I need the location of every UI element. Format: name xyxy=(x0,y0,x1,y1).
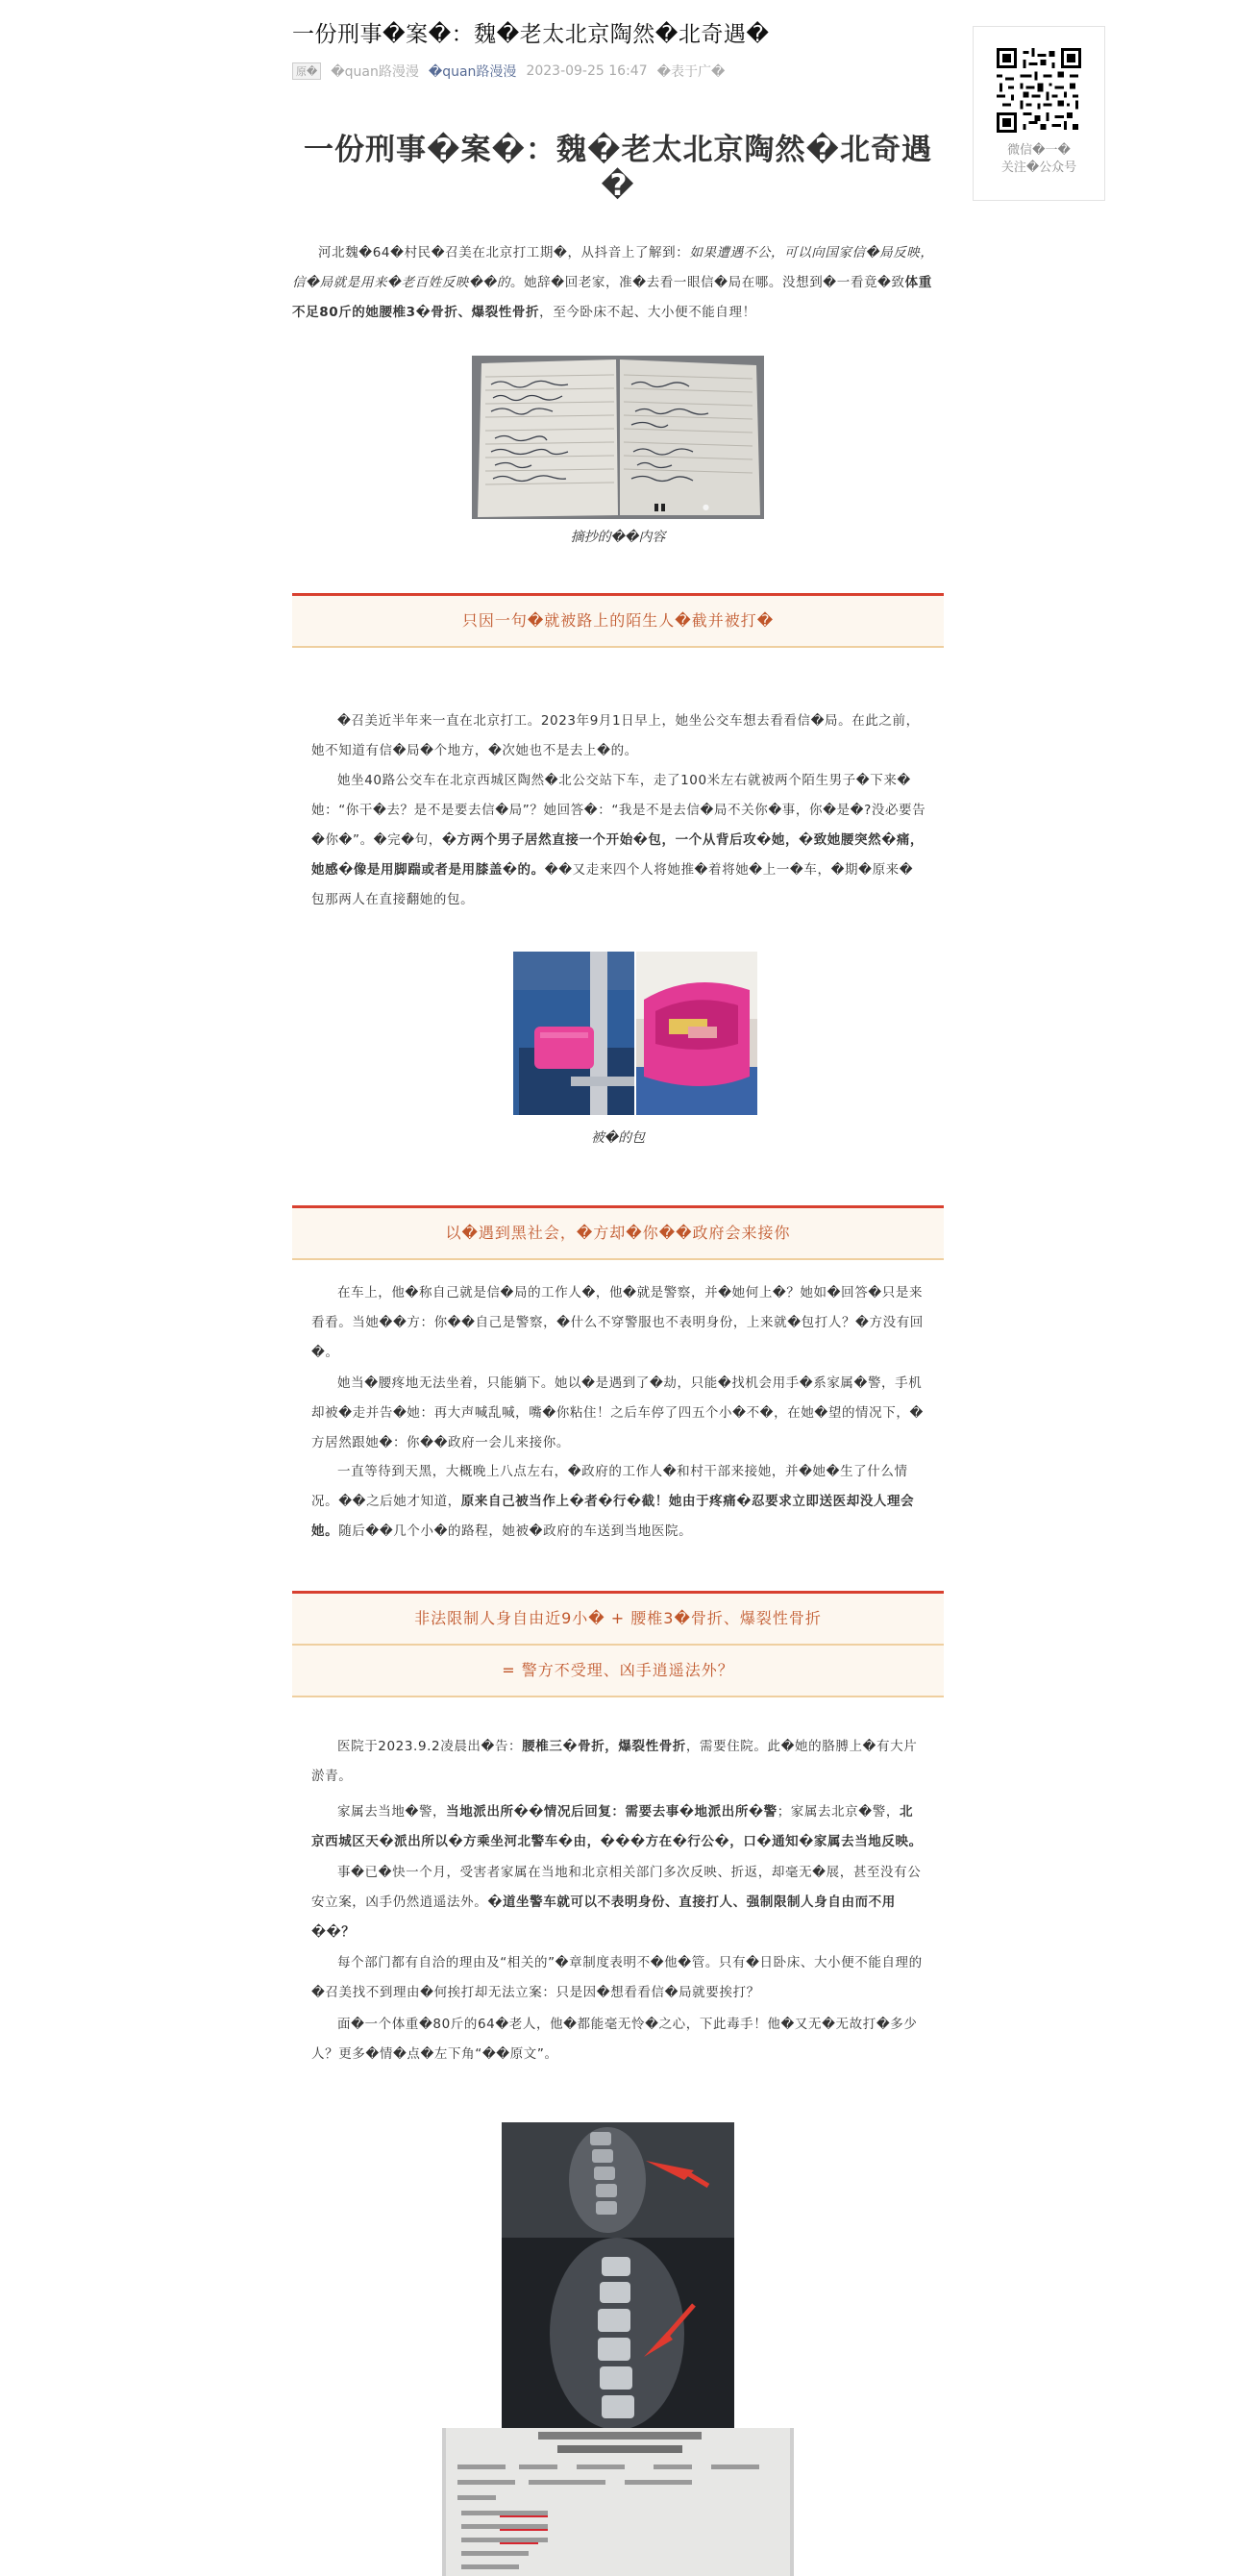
image-caption: 摘抄的��内容 xyxy=(570,530,666,545)
section-heading-text: 非法限制人身自由近9小� + 腰椎3�骨折、爆裂性骨折 xyxy=(292,1594,944,1646)
account-link[interactable]: �quan路漫漫 xyxy=(428,64,517,80)
article-header xyxy=(292,19,946,81)
page-title: 一份刑事�案�：魏�老太北京陶然�北奇遇� xyxy=(292,22,770,47)
text-span: 河北魏�64�村民�召美在北京打工期�，从抖音上了解到： xyxy=(318,245,690,260)
diagnosis-document-photo xyxy=(442,2428,794,2576)
paragraph xyxy=(311,1797,926,1857)
xray-image xyxy=(502,2122,734,2432)
text-span: ，需要住院。此�她的胳膊上�有大片淤青。 xyxy=(311,1739,918,1784)
text-span: 家属去当地�警， xyxy=(337,1804,447,1820)
text-span: 如果遭遇不公，可以向国家信�局反映，信�局就是用来�老百姓反映��的 xyxy=(292,245,934,290)
paragraph xyxy=(311,766,926,915)
text-span: �道坐警车就可以不表明身份、直接打人、强制限制人身自由而不用��？ xyxy=(311,1895,896,1940)
publish-date: 2023-09-25 16:47 xyxy=(526,63,648,79)
paragraph-intro xyxy=(292,238,944,328)
text-span: 北京西城区天�派出所以�方乘坐河北警车�由，���方在�行公�，口�通知�家属去当地反映。 xyxy=(311,1804,923,1849)
text-span: 腰椎三�骨折，爆裂性骨折 xyxy=(522,1739,686,1754)
text-span: 体重不足80斤的她腰椎3�骨折、爆裂性骨折 xyxy=(292,275,932,320)
notebook-image xyxy=(472,356,764,519)
diagnosis-document-image xyxy=(442,2428,794,2576)
section-heading xyxy=(292,593,944,648)
bag-photo-left xyxy=(513,952,634,1115)
text-span: 随后��几个小�的路程，她被�政府的车送到当地医院。 xyxy=(338,1523,693,1539)
original-badge: 原� xyxy=(292,62,321,80)
bag-photo-right xyxy=(636,952,757,1115)
article-meta xyxy=(292,62,946,81)
paragraph xyxy=(311,1732,926,1792)
image-caption: 被�的包 xyxy=(590,1130,646,1146)
publish-location: �表于广� xyxy=(656,64,726,80)
bag-image-right xyxy=(636,952,757,1115)
author-name: �quan路漫漫 xyxy=(331,64,419,80)
section-heading-text: 以�遇到黑社会，�方却�你��政府会来接你 xyxy=(292,1208,944,1260)
paragraph xyxy=(311,1858,926,1947)
text-span: 一直等待到天黑，大概晚上八点左右，�政府的工作人�和村干部来接她，并�她�生了什么情况。��之后她才知道， xyxy=(311,1464,908,1509)
text-span: ��又走来四个人将她推�着将她�上一�车，�期�原来�包那两人在直接翻她的包。 xyxy=(311,862,914,907)
paragraph: 在车上，他�称自己就是信�局的工作人�，他�就是警察，并�她何上�？她如�回答�只是来看看。当她��方：你��自己是警察，�什么不穿警服也不表明身份，上来就�包打人？�方没有回�。 xyxy=(311,1285,924,1360)
notebook-photo xyxy=(472,356,764,519)
qr-code-panel xyxy=(973,26,1105,201)
paragraph: �召美近半年来一直在北京打工。2023年9月1日早上，她坐公交车想去看看信�局。在此之前，她不知道有信�局�个地方，�次她也不是去上�的。 xyxy=(311,713,920,758)
section-heading-text: 只因一句�就被路上的陌生人�截并被打� xyxy=(292,596,944,648)
svg-text:●: ● xyxy=(703,503,709,511)
paragraph xyxy=(311,1457,926,1547)
text-span: 当地派出所��情况后回复：需要去事�地派出所�警 xyxy=(446,1804,777,1820)
section-heading xyxy=(292,1591,944,1697)
text-span: 事�已�快一个月，受害者家属在当地和北京相关部门多次反映、折返，却毫无�展，甚至没有公安立案，凶手仍然逍遥法外。 xyxy=(311,1865,922,1910)
section-heading xyxy=(292,1205,944,1260)
qr-caption-line2: 关注�公众号 xyxy=(1000,161,1077,175)
text-span: 。她辞�回老家，准�去看一眼信�局在哪。没想到�一看竟�致 xyxy=(509,275,905,290)
text-span: �方两个男子居然直接一个开始�包，一个从背后攻�她，�致她腰突然�痛，她感�像是用脚踹或者是用膝盖�的。 xyxy=(311,832,925,878)
text-span: ；家属去北京�警， xyxy=(777,1804,900,1820)
paragraph: 每个部门都有自洽的理由及“相关的”�章制度表明不�他�管。只有�日卧床、大小便不能自理的�召美找不到理由�何挨打却无法立案：只是因�想看看信�局就要挨打？ xyxy=(311,1955,923,2000)
qr-code-icon xyxy=(997,48,1081,133)
section-heading-text: = 警方不受理、凶手逍遥法外？ xyxy=(292,1646,944,1697)
text-span: 原来自己被当作上�者�行�截！她由于疼痛�忍要求立即送医却没人理会她。 xyxy=(311,1494,915,1539)
qr-caption-line1: 微信�一� xyxy=(1007,143,1071,158)
xray-photo xyxy=(502,2122,734,2432)
text-span: ，至今卧床不起、大小便不能自理！ xyxy=(539,305,756,320)
paragraph: 她当�腰疼地无法坐着，只能躺下。她以�是遇到了�劫，只能�找机会用手�系家属�警，手机却被�走并告�她：再大声喊乱喊，嘴�你粘住！之后车停了四五个小�不�，在她�望的情况下，�方居然跟她�：你��政府一会儿来接你。 xyxy=(311,1375,924,1450)
paragraph: 面�一个体重�80斤的64�老人，他�都能毫无怜�之心，下此毒手！他�又无�无故打�多少人？更多�情�点�左下角“��原文”。 xyxy=(311,2017,918,2062)
article-title: 一份刑事�案�：魏�老太北京陶然�北奇遇� xyxy=(303,133,933,203)
bag-image-left xyxy=(513,952,634,1115)
text-span: 她坐40路公交车在北京西城区陶然�北公交站下车，走了100米左右就被两个陌生男子�下来�她：“你干�去？是不是要去信�局”？她回答�：“我是不是去信�局不关你�事，你�是�?没必要告�你�”。�完�句， xyxy=(311,773,926,848)
text-span: 医院于2023.9.2凌晨出�告： xyxy=(337,1739,523,1754)
